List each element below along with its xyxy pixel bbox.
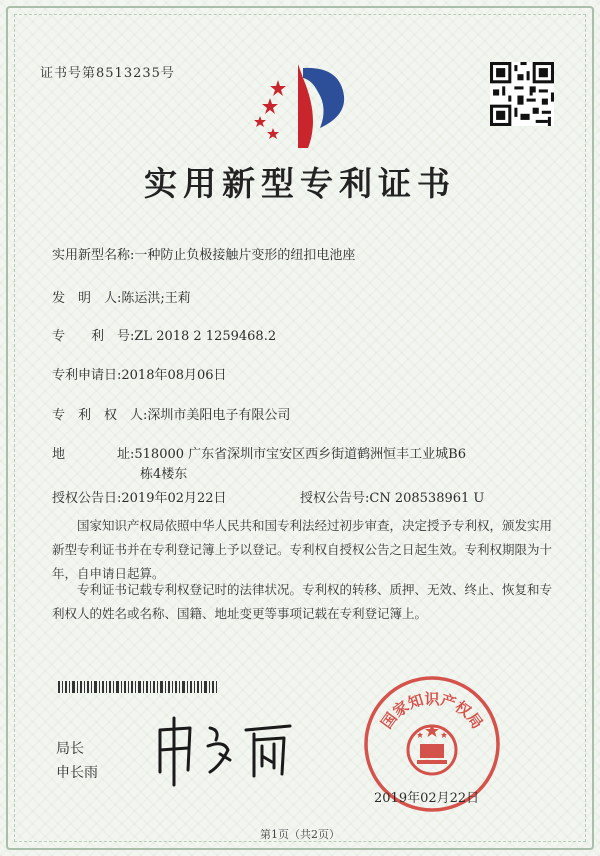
- field-utility-model-name: [52, 244, 355, 263]
- field-address: [52, 443, 466, 462]
- field-value: 518000 广东省深圳市宝安区西乡街道鹤洲恒丰工业城B6: [134, 447, 466, 462]
- field-grant-date: [52, 487, 227, 506]
- field-label: 发 明 人:: [52, 291, 122, 306]
- field-patentee: [52, 404, 290, 423]
- certificate-number: 证书号第8513235号: [40, 66, 175, 81]
- field-label: 专 利 号:: [52, 329, 135, 344]
- legal-status-paragraph: 专利证书记载专利权登记时的法律状况。专利权的转移、质押、无效、终止、恢复和专利权人的姓名或名称、国籍、地址变更等事项记载在专利登记簿上。: [52, 582, 553, 621]
- field-address-line2: 栋4楼东: [140, 467, 188, 482]
- svg-text:国家知识产权局: 国家知识产权局: [377, 690, 487, 733]
- field-value: 一种防止负极接触片变形的纽扣电池座: [134, 248, 356, 263]
- page-footer: 第1页（共2页）: [260, 828, 340, 841]
- field-label: 专 利 权 人:: [52, 408, 148, 423]
- field-value: 深圳市美阳电子有限公司: [147, 408, 291, 423]
- field-value: ZL 2018 2 1259468.2: [134, 329, 277, 344]
- grant-paragraph: 国家知识产权局依照中华人民共和国专利法经过初步审查，决定授予专利权，颁发实用新型专利证书并在专利登记簿上予以登记。专利权自授权公告之日起生效。专利权期限为十年，自申请日起算。: [52, 518, 553, 581]
- seal-date: 2019年02月22日: [374, 791, 480, 806]
- field-value: CN 208538961 U: [369, 491, 485, 506]
- field-value: 2018年08月06日: [121, 368, 227, 383]
- field-value: 陈运洪;王莉: [121, 291, 191, 306]
- patent-office-logo-icon: [248, 58, 358, 153]
- field-inventors: [52, 287, 191, 306]
- field-label: 授权公告日:: [52, 491, 122, 506]
- field-patent-number: [52, 325, 276, 344]
- field-label: 地 址:: [52, 447, 135, 462]
- qr-code-icon: [490, 62, 554, 126]
- field-value: 2019年02月22日: [121, 491, 227, 506]
- field-application-date: [52, 364, 227, 383]
- field-grant-publication-number: [300, 487, 484, 506]
- barcode-icon: [58, 681, 218, 693]
- certificate-title: 实用新型专利证书: [144, 164, 456, 203]
- field-label: 专利申请日:: [52, 368, 122, 383]
- handwritten-signature: [150, 710, 300, 790]
- director-name: 申长雨: [56, 765, 98, 781]
- field-label: 授权公告号:: [300, 491, 370, 506]
- director-title: 局长: [56, 741, 84, 757]
- field-label: 实用新型名称:: [52, 248, 135, 263]
